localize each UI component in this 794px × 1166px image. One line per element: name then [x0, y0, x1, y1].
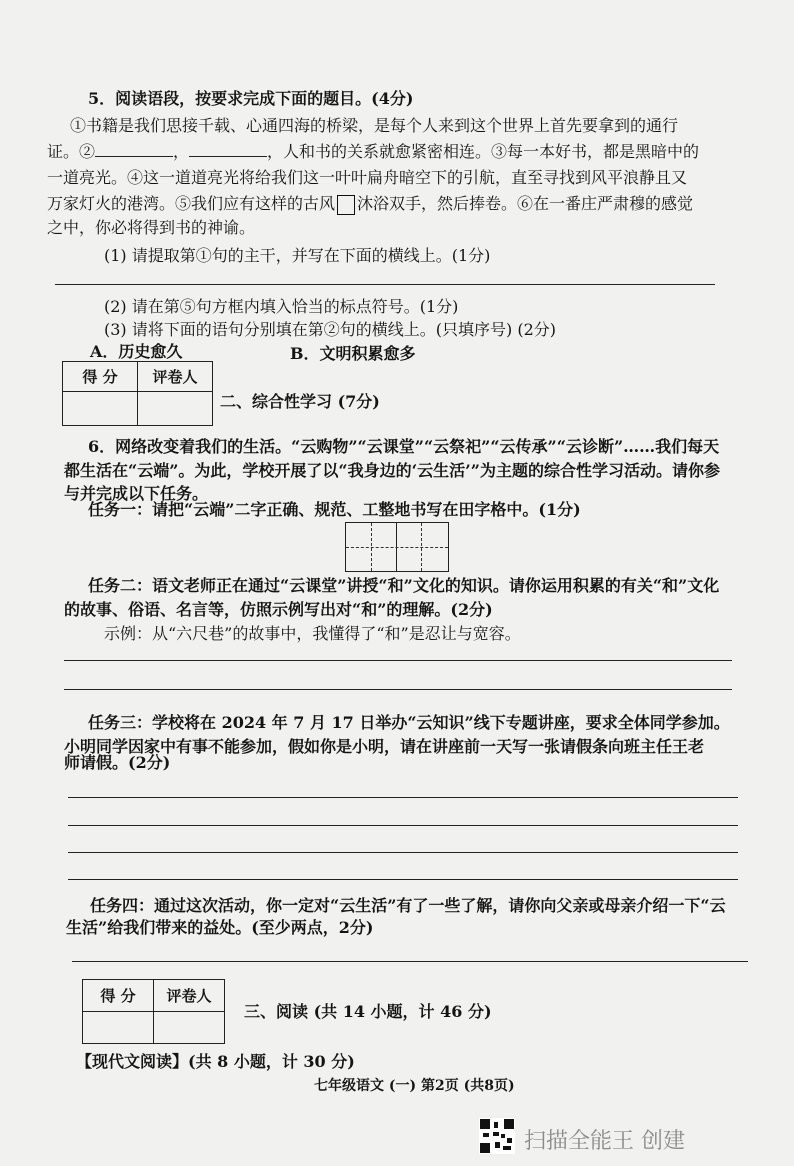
modern-reading-title: 【现代文阅读】(共 8 小题，计 30 分): [76, 1052, 355, 1071]
q5-option-b: B．文明积累愈多: [290, 344, 416, 363]
answer-line-task3-2[interactable]: [68, 825, 738, 826]
scanner-watermark: 扫描全能王 创建: [524, 1129, 685, 1154]
answer-line-task2-2[interactable]: [64, 689, 732, 690]
tianzige-grid[interactable]: [345, 522, 449, 572]
qr-code-icon: [479, 1118, 515, 1154]
grader-label: 评卷人: [154, 980, 225, 1012]
q5-title: 5．阅读语段，按要求完成下面的题目。(4分): [88, 89, 414, 108]
q5-passage-line1: ①书籍是我们思接千载、心通四海的桥梁，是每个人来到这个世界上首先要拿到的通行: [70, 116, 679, 135]
task3-line1: 任务三：学校将在 2024 年 7 月 17 日举办“云知识”线下专题讲座，要求全体同学参加。: [88, 713, 730, 732]
q5-passage-line3: 一道亮光。④这一道道亮光将给我们这一叶叶扁舟暗空下的引航，直至寻找到风平浪静且又: [47, 168, 688, 187]
fill-blank-2[interactable]: [189, 142, 267, 157]
q6-intro-line1: 6．网络改变着我们的生活。“云购物”“云课堂”“云祭祀”“云传承”“云诊断”……我们每天: [88, 437, 720, 456]
task3-line3: 师请假。(2分): [64, 753, 171, 772]
score-table-1: [62, 361, 213, 426]
grader-label: 评卷人: [138, 362, 213, 392]
section2-title: 二、综合性学习 (7分): [220, 392, 380, 411]
q5-sub2: (2) 请在第⑤句方框内填入恰当的标点符号。(1分): [104, 297, 459, 316]
score-label: 得 分: [83, 980, 154, 1012]
task2-example: 示例：从“六尺巷”的故事中，我懂得了“和”是忍让与宽容。: [104, 624, 521, 643]
score-cell[interactable]: [63, 392, 138, 426]
answer-line-task3-4[interactable]: [68, 879, 738, 880]
task2-line1: 任务二：语文老师正在通过“云课堂”讲授“和”文化的知识。请你运用积累的有关“和”文化: [88, 576, 720, 595]
fill-blank-1[interactable]: [95, 142, 173, 157]
answer-line-task4[interactable]: [72, 961, 748, 962]
q6-intro-line3: 与并完成以下任务。: [64, 484, 209, 503]
answer-line-task2-1[interactable]: [64, 660, 732, 661]
page-footer: 七年级语文 (一) 第2页 (共8页): [314, 1078, 515, 1094]
task2-line2: 的故事、俗语、名言等，仿照示例写出对“和”的理解。(2分): [64, 600, 493, 619]
q5-passage-line4: 万家灯火的港湾。⑤我们应有这样的古风 沐浴双手，然后捧卷。⑥在一番庄严肃穆的感觉: [47, 194, 694, 213]
score-label: 得 分: [63, 362, 138, 392]
q6-intro-line2: 都生活在“云端”。为此，学校开展了以“我身边的‘云生活’”为主题的综合性学习活动。请你参: [64, 461, 720, 480]
grader-cell[interactable]: [138, 392, 213, 426]
answer-line-q5-1[interactable]: [55, 284, 715, 285]
q5-option-a: A．历史愈久: [90, 342, 183, 361]
task4-line2: 生活”给我们带来的益处。(至少两点，2分): [66, 918, 374, 937]
q5-passage-line5: 之中，你必将得到书的神谕。: [47, 218, 256, 237]
punctuation-box[interactable]: [337, 195, 355, 215]
score-table-2: [82, 979, 225, 1044]
q5-passage-line2: 证。② ， ，人和书的关系就愈紧密相连。③每一本好书，都是黑暗中的: [47, 142, 700, 161]
task4-line1: 任务四：通过这次活动，你一定对“云生活”有了一些了解，请你向父亲或母亲介绍一下“云: [90, 896, 726, 915]
grader-cell[interactable]: [154, 1012, 225, 1044]
score-cell[interactable]: [83, 1012, 154, 1044]
answer-line-task3-3[interactable]: [68, 852, 738, 853]
section3-title: 三、阅读 (共 14 小题，计 46 分): [244, 1002, 492, 1021]
task3-line2: 小明同学因家中有事不能参加，假如你是小明，请在讲座前一天写一张请假条向班主任王老: [64, 737, 705, 756]
q5-sub3: (3) 请将下面的语句分别填在第②句的横线上。(只填序号) (2分): [104, 320, 556, 339]
answer-line-task3-1[interactable]: [68, 797, 738, 798]
task1-text: 任务一：请把“云端”二字正确、规范、工整地书写在田字格中。(1分): [88, 500, 581, 519]
q5-sub1: (1) 请提取第①句的主干，并写在下面的横线上。(1分): [104, 246, 491, 265]
